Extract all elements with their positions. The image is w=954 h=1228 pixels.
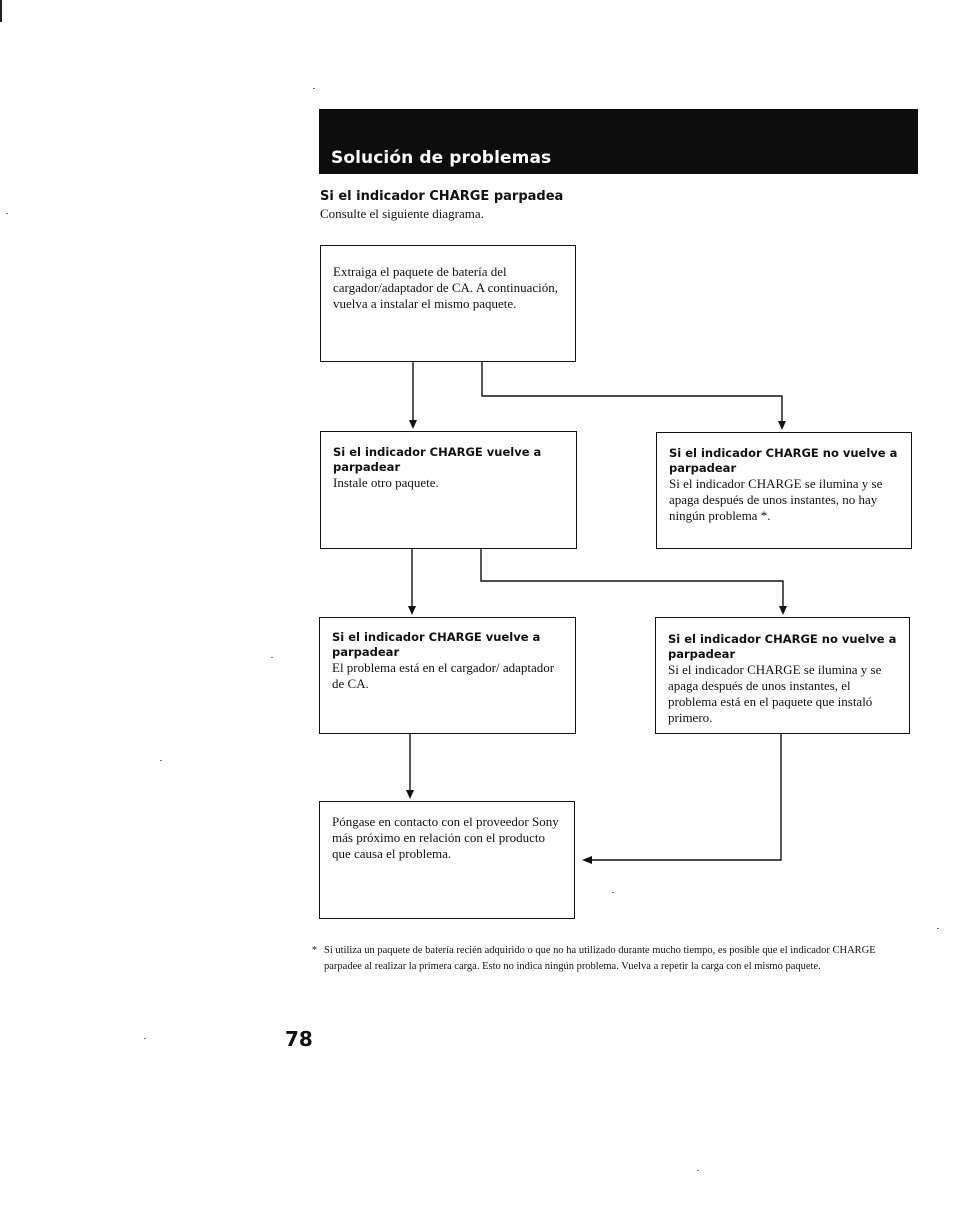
scan-speck: [697, 1170, 699, 1171]
section-heading: Si el indicador CHARGE parpadea: [320, 189, 564, 204]
connector-line: [592, 734, 781, 860]
arrowhead-icon: [406, 790, 414, 799]
flow-box-body: El problema está en el cargador/ adaptador de CA.: [332, 660, 555, 691]
intro-text: Consulte el siguiente diagrama.: [320, 206, 484, 221]
flow-box-title: Si el indicador CHARGE vuelve a parpadear: [333, 445, 542, 474]
footnote-text: Si utiliza un paquete de batería recién adquirido o que no ha utilizado durante mucho tiempo, es posible que el indicador CHARGE parpadee al realizar la primera carga. Esto no indica ningún problema. Vuelva a repetir la carga con el mismo paquete.: [324, 945, 876, 972]
scan-speck: [937, 928, 939, 929]
scan-speck: [271, 657, 273, 658]
flow-box-body: Si el indicador CHARGE se ilumina y se apaga después de unos instantes, el problema está en el paquete que instaló primero.: [668, 662, 882, 725]
arrowhead-icon: [408, 606, 416, 615]
footnote: [312, 943, 916, 975]
arrowhead-icon: [779, 606, 787, 615]
flow-box-body: Si el indicador CHARGE se ilumina y se apaga después de unos instantes, no hay ningún problema *.: [669, 476, 883, 523]
arrowhead-icon: [582, 856, 592, 864]
connector-line: [481, 549, 783, 606]
flow-box-title: Si el indicador CHARGE vuelve a parpadear: [332, 630, 541, 659]
scan-speck: [144, 1038, 146, 1039]
arrowhead-icon: [778, 421, 786, 430]
connector-line: [482, 362, 782, 421]
page-title: Solución de problemas: [331, 148, 552, 168]
scan-speck: [313, 88, 315, 89]
arrowhead-icon: [409, 420, 417, 429]
flow-box-body: Extraiga el paquete de batería del cargador/adaptador de CA. A continuación, vuelva a instalar el mismo paquete.: [333, 264, 559, 311]
flow-box-title: Si el indicador CHARGE no vuelve a parpadear: [669, 446, 898, 475]
footnote-marker: *: [312, 945, 317, 956]
flow-box-body: Instale otro paquete.: [333, 475, 439, 490]
scan-speck: [6, 213, 8, 214]
flow-box-title: Si el indicador CHARGE no vuelve a parpadear: [668, 632, 897, 661]
scan-speck: [612, 892, 614, 893]
flow-box-body: Póngase en contacto con el proveedor Sony más próximo en relación con el producto que causa el problema.: [332, 814, 559, 861]
page-number: 78: [285, 1027, 313, 1051]
scan-speck: [160, 760, 162, 761]
